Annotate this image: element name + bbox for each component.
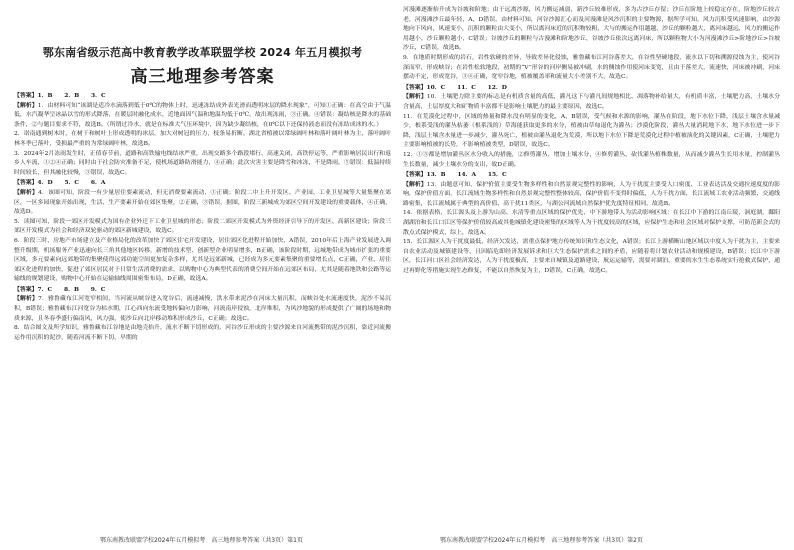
explanation-paragraph <box>403 238 780 276</box>
explanation-text: 2．诺南通到树木时，在树干和树叶上形成透明的冰层，加大对树冠的压力，枝条易折断。湖北省植被以常绿阔叶林和落叶阔叶林为主，落叶阔叶林冬季已落叶，受损最严重的为常绿阔叶林，故选B。 <box>14 131 391 147</box>
explanation-text: 9．在地质时期形成的岩石，岩性软硬的差异，导致差异化侵蚀，雅鲁藏布江河谷落差大，在谷性坚硬地段，流水以下切和溯源侵蚀为主，使河谷深而窄，形成峡谷；在岩性松软地段，初期的“V”形谷的河岸侧易被冲刷，水的侧蚀作用使河床变宽，且由于落差大，流速快，河床被冲刷，河床摆动不定，形成宽谷，③④正确，宽窄谷地，植被覆盖率和流量大小差别不大，故选C。 <box>403 54 780 81</box>
explanation-paragraph <box>14 237 391 285</box>
page-footer-right: 鄂东南教改联盟学校2024年五月模拟考 高三地理参考答案（共3页）第2页 <box>440 537 643 544</box>
right-column <box>403 6 780 526</box>
explanation-paragraph <box>403 92 780 112</box>
explanation-text: 6．阶段三时，房地产市场建立及产业格局化的改革加快了郊区住宅开发建设，居住郊区化进程开始加快，A错误，2010年后上海产业发展进入调整升级期，机场服务产业迅速向长三角其他地区转移，新增的技术型、创新型企业明显增多，B正确，该阶段时期，远城地带成为城市扩张的重要区域，多元要素向远郊地带的集聚使得远郊功能空间更加复杂多样，尤其是远郊新城，已经成为多元要素集聚的重要增长点，C正确，产业、居住郊区化进程的加快，促进了郊区居民对于日常生活消费的需求，以购物中心为典型代表的消费空间开始在远郊区布局，尤其是随着地铁和公路等运输线的规划建设，购物中心开始在运输轴线周围密集布局，D正确，故选A。 <box>14 237 391 283</box>
answer-key-line: 【答案】4．D 5．C 6．A <box>14 179 106 187</box>
explanation-text: 4．该图可知，阶段一有少量居住要素流动，但无消费要素流动，①正确；阶段二中上升开发区、产业园、工业卫星城等大量集聚在郊区，一区多园现象开始出现，生活、生产要素开始在郊区集聚，②正确，③错误，据图，阶段三新城成为郊区空间开发建设的重要载体，④正确，故选D。 <box>14 189 391 216</box>
explanation-text: 8．结合图文及所学知识，雅鲁藏布江谷地是由地壳抬升，流水不断下切形成的，河谷沙丘形成的主要沙源来自河流携带的泥沙沉积，靠近河流搬运作用沉积的泥沙，随着河流不断下切，早期的 <box>14 325 391 341</box>
explanation-paragraph <box>14 218 391 237</box>
page-footer-left: 鄂东南教改联盟学校2024年五月模拟考 高三地理参考答案（共3页）第1页 <box>100 537 303 544</box>
two-column-layout <box>14 6 780 526</box>
explanation-paragraph <box>14 130 391 149</box>
right-column-body <box>403 6 780 277</box>
explanation-paragraph <box>14 188 391 218</box>
answer-key-line: 【答案】7．C 8．B 9．C <box>14 285 106 293</box>
explanation-tag: 【解析】 <box>14 101 38 109</box>
explanation-paragraph <box>403 6 780 54</box>
explanation-text: 3．2024年2月冻雨发生时，正值春节前，道路和高铁输电线结冰严重，出现交路多个路段堵行、高速关闭，高铁停运等，严重影响居民出行和返乡人车流，①②④正确；同时由于社会防灾准备不足，使机场道路防滑能力，④正确；此次灾害主要是降雪和冰冻，不是降雨，⑤错误：低温持续时间较长，但其融化较慢，③错误，故选C。 <box>14 150 391 176</box>
explanation-paragraph <box>403 113 780 151</box>
explanation-paragraph <box>403 180 780 210</box>
answer-key-line: 【答案】13．B 14．A 15．C <box>403 171 507 179</box>
explanation-paragraph <box>403 209 780 238</box>
explanation-text: 14．依据表格，长江源头及上游为山高、水清等重点区域的保护优先，中下游地带人为活动影响区域：在长江中下游的江南丘陵，洞庭湖，鄱阳湖湖泊和长江口江区等保护价值较高或其他城镇化建设密集的区域等人为干扰度较高的区域，应保护生态和社会区域对保护支撑，可防范新会式的散点式保护模式，综上，故选A。 <box>403 210 780 236</box>
explanation-text: 1．由材料可知“该湖是适冷水滴落到低于0℃的物体上时，迅速冻结成外表光滑而透明冰层的降水现象”，可知①正确：在高空由于气温低，水汽凝华呈冰晶以雪的形式降落，在暖层时融化成水，近地面因气温和地温均低于0℃，故出现冻雨，③正确。④错误：凝结核是降水的基础条件，②与题目要求不符，故选B。（所谓过冷水，就是在标准大气压环境中，因为缺少凝结核，在0℃以下还保持液态而没有冻结成冰的水。） <box>14 102 391 128</box>
explanation-tag: 【解析】 <box>14 188 39 196</box>
explanation-text: 12．①③都是增加灌丛区水分收入的措施，②修剪灌丛，增加土壤水分，④修剪灌丛，砍伐灌丛植株数量，从而减少灌丛生长用水量，控制灌丛生长数量，减少土壤水分的支出，故D正确。 <box>403 151 780 168</box>
explanation-tag: 【解析】 <box>403 180 427 188</box>
explanation-text: 河漫滩逐渐抬升成为谷坡和阶地；由于远离沙源，风力搬运减弱，新沙丘较难形成，多为古沙丘存留；沙丘在阶地上较稳定存在，阶地沙丘较古老，河漫滩沙丘最年轻，A、D错误，由材料可知，河谷沙源汇心而及河漫滩是风沙沉积的主要物源，据所学可知，风力沉积受风速影响，由沙源地向下风向，风速变小，沉积的颗粒由大变小，所以离河床近的沉积物较粗，大与的搬运作用越越，沙丘的颗粒越大，离河床越远，风力的搬运作用越小，沙丘颗粒越小，C错误；谷坡沙丘的颗粒与古漫滩和阶地沙丘，谷坡沙丘依次远离河床，所以颗粒物大小为河漫滩沙丘>阶地沙丘>谷坡沙丘，C错误，故选B。 <box>403 7 780 52</box>
left-column-body <box>14 91 391 343</box>
left-column <box>14 6 391 526</box>
explanation-paragraph <box>403 151 780 170</box>
explanation-text: 11．在荒漠化过程中，区域的热量和降水没有明显的变化，A、B错误，受气候和水源的影响，灌丛在阶段，地下水位下降，浅层土壤含水量减少，根系受浅的灌丛枯萎（根系浅的）草海能获取更多的水分，植被由草甸退化为灌丛；沙漠化阶段，灌丛大量消耗地下水，地下水位进一步下降，浅层土壤含水量进一步减少，灌丛死亡，植被由灌丛退化为荒漠，所以地下水位下降是荒漠化过程中植被演化的关键因素，C正确，土壤肥力主要影响植被的长势，不影响植被类型，D错误，故选C。 <box>403 113 780 149</box>
explanation-paragraph <box>14 324 391 343</box>
explanation-text: 15．长江源区人为干扰度最低，经济欠发达，需重点保护地方传统知识和生态文化，A错误；长江上游横断山地区域以中度人为干扰为主，主要来自农业活动及城镇建设等，且因临危即经济发展诉求和巨大生态保护需求之间的矛盾，应随着将计划农业活动和规模建设，B错误；长江中下游区，长江河口区社会经济发达，人为干扰度极高，主要来自城镇及道路建设，航运运输等，需要对湖泊、重要的水生生态系统实行抢救式保护，通过再野化等措施实现生态修复，不能以自然恢复为主，D错误，C正确，故选C。 <box>403 239 780 275</box>
explanation-text: 7．雅鲁藏布江河宽窄相间，当河流从峡谷进入宽谷后，流速减慢，洪水带来泥沙在河床大量沉积，而峡谷处水流速度快，泥沙不易沉积，B错误；雅鲁藏布江河宽谷为枯水期，江心西向东流受地转偏向力影响，河流南岸侵蚀，北岸堆积，为风沙地貌的形成提供了广阔的场地和物质来源，且冬春季盛行偏南风，风力强，使沙丘向北岸移动堆积形成沙丘，C正确；故选C。 <box>14 296 391 322</box>
explanation-text: 13．由题意可知，保护价值主要受生物多样性和自然景观完整性的影响，人为干扰度主要受人口密度、工业表达活及交通拉速度度的影响，保护价值方面，长江流域生物多样性和自然景观完整性整体较高，保护价值不变得时偏低，人为干扰方面，长江流域工农业活动频繁，交通线路密集，长江流域属于典型的高价值、高干扰11类区，与湖公河流域自然保护优先度特征相同，故选B。 <box>403 181 780 207</box>
explanation-paragraph <box>403 54 780 83</box>
explanation-paragraph <box>14 150 391 179</box>
school-heading: 鄂东南省级示范高中教育教学改革联盟学校 2024 年五月模拟考 <box>42 46 363 59</box>
answer-key-line: 【答案】10．C 11．C 12．D <box>403 83 507 91</box>
explanation-text: 10．土壤肥力除主要的标志是有机质含量的高低，灌凡这下与灌凡间规地相比，凋落物补给量大，有机质丰富，土壤肥力高，土壤水分含量高，土层厚度大和矿物质丰富都不是影响土壤肥力的最主要原因，故选C。 <box>403 94 780 110</box>
document-title: 高三地理参考答案 <box>130 67 275 87</box>
explanation-paragraph <box>14 101 391 131</box>
explanation-tag: 【解析】 <box>14 295 39 303</box>
explanation-tag: 【解析】 <box>403 93 427 101</box>
explanation-paragraph <box>14 294 391 324</box>
explanation-text: 5．读图可知，阶段一郊区开发模式为国有企业外迁下工业卫星城的形态；阶段二郊区开发模式为外资经济引导下的开发区、高新区建设；阶段三郊区开发模式为社会和经济双轮驱动的郊区新城建设，故选C。 <box>14 218 391 235</box>
answer-key-line: 【答案】1．B 2．B 3．C <box>14 92 106 99</box>
